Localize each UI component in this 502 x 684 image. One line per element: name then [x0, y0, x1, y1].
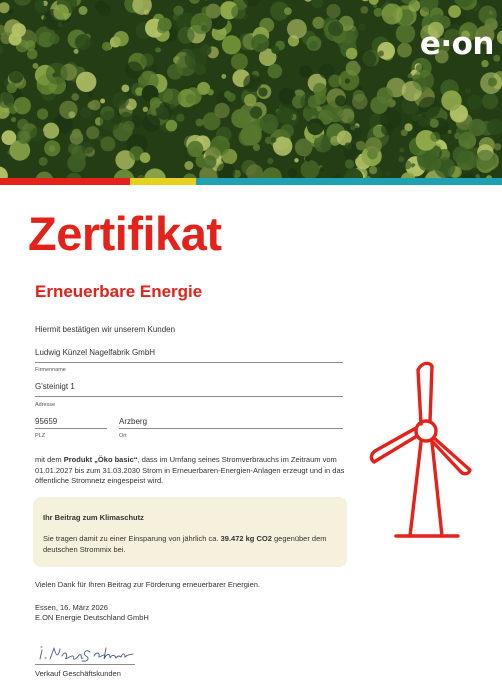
intro-text: Hiermit bestätigen wir unserem Kunden: [35, 325, 176, 334]
climate-suffix: gegenüber dem deutschen Strommix bei.: [43, 534, 327, 554]
handwritten-signature: [38, 644, 138, 669]
forest-aerial-image: [0, 0, 502, 178]
climate-box: [33, 497, 347, 567]
statement-prefix: mit dem: [35, 455, 64, 464]
signature-line: [35, 664, 135, 665]
address-label: Adresse: [35, 402, 56, 408]
stripe-yellow: [130, 178, 196, 185]
product-name: Produkt „Öko basic“: [63, 455, 138, 464]
co2-amount: 39.472 kg CO2: [220, 534, 272, 543]
address-value: G'steinigt 1: [35, 382, 75, 391]
stripe-red: [0, 178, 130, 185]
climate-heading: Ihr Beitrag zum Klimaschutz: [43, 513, 144, 522]
climate-text: [43, 534, 343, 555]
place-date-block: [35, 603, 149, 623]
city-value: Arzberg: [119, 417, 148, 426]
stripe-teal: [196, 178, 502, 185]
climate-prefix: Sie tragen damit zu einer Einsparung von jährlich ca.: [43, 534, 221, 543]
wind-turbine-icon: [366, 358, 490, 553]
statement-paragraph: [35, 455, 345, 487]
signer-role: Verkauf Geschäftskunden: [35, 669, 121, 678]
company-label: Firmenname: [35, 367, 66, 373]
issuer-company: E.ON Energie Deutschland GmbH: [35, 613, 149, 622]
zip-field: [35, 428, 107, 429]
certificate-subtitle: Erneuerbare Energie: [35, 282, 203, 301]
eon-logo: e·on: [419, 26, 494, 62]
city-field: [119, 428, 343, 429]
address-field: [35, 382, 343, 397]
thanks-text: Vielen Dank für Ihren Beitrag zur Förderung erneuerbarer Energien.: [35, 580, 260, 589]
city-label: Ort: [119, 433, 127, 439]
company-name: Ludwig Künzel Nagelfabrik GmbH: [35, 348, 156, 357]
color-stripe: [0, 178, 502, 185]
company-field: [35, 348, 343, 363]
statement-suffix: , dass im Umfang seines Stromverbrauchs im Zeitraum vom 01.01.2027 bis zum 31.03.2030 Strom in Erneuerbaren-Energien-Anlagen erzeugt und in das öffentliche Stromnetz eingespeist wird.: [35, 455, 345, 485]
zip-value: 95659: [35, 417, 58, 426]
zip-label: PLZ: [35, 433, 46, 439]
place-date: Essen, 16. März 2026: [35, 603, 108, 612]
certificate-title: Zertifikat: [28, 207, 222, 260]
